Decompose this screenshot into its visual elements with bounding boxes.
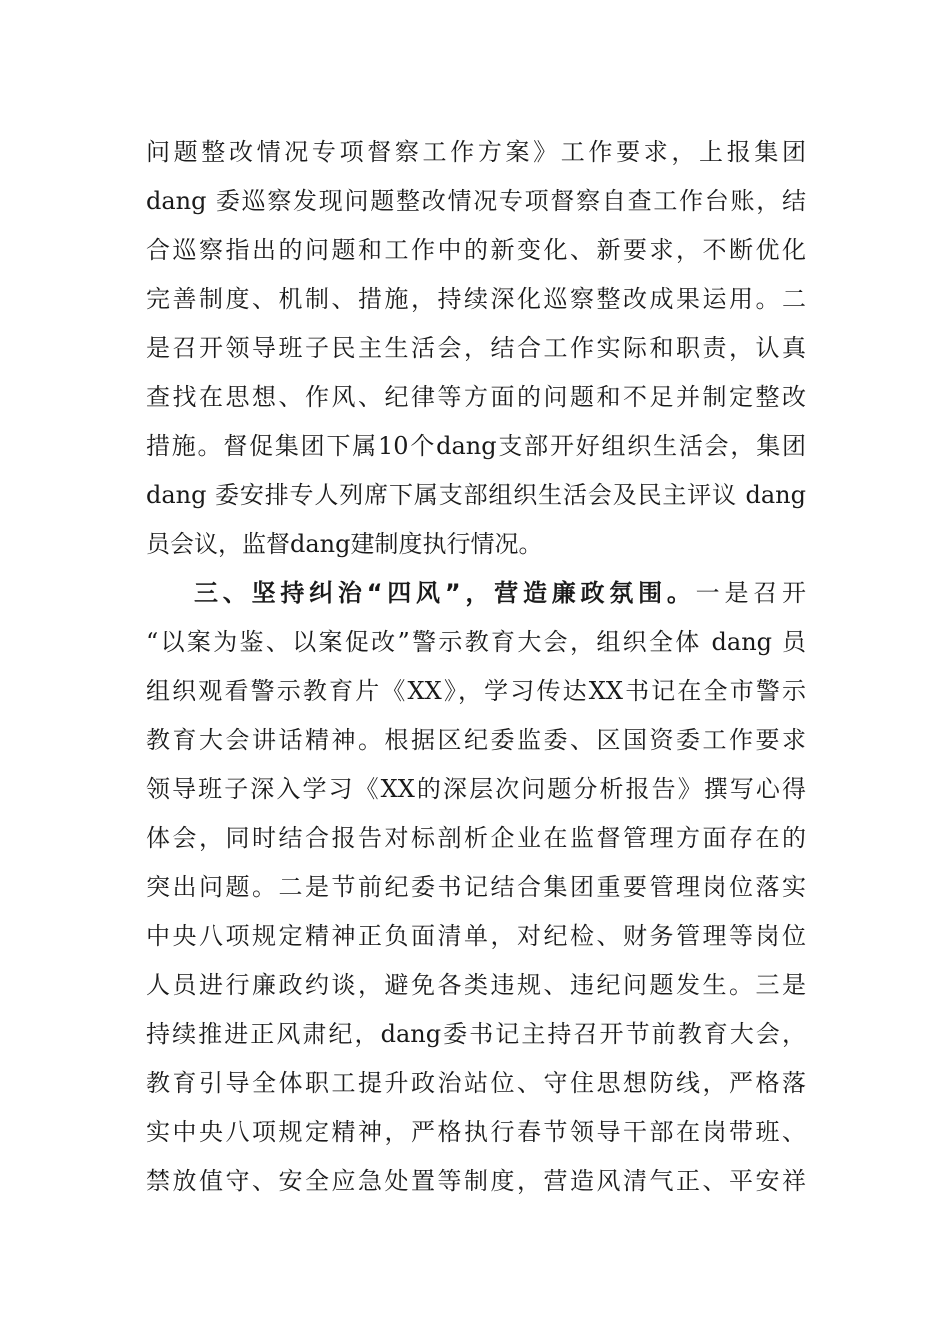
section-3 xyxy=(146,569,806,1206)
text-line: dang 委巡察发现问题整改情况专项督察自查工作台账，结 xyxy=(146,187,806,215)
text-line: 突出问题。二是节前纪委书记结合集团重要管理岗位落实 xyxy=(146,873,806,901)
document-body xyxy=(146,128,806,1206)
text-line: 实中央八项规定精神，严格执行春节领导干部在岗带班、 xyxy=(146,1118,806,1146)
paragraph-1 xyxy=(146,128,806,569)
text-line: 查找在思想、作风、纪律等方面的问题和不足并制定整改 xyxy=(146,383,806,411)
text-line: 中央八项规定精神正负面清单，对纪检、财务管理等岗位 xyxy=(146,922,806,950)
text-line: dang 委安排专人列席下属支部组织生活会及民主评议 dang xyxy=(146,481,806,509)
text-line: 人员进行廉政约谈，避免各类违规、违纪问题发生。三是 xyxy=(146,971,806,999)
text-line: “以案为鉴、以案促改”警示教育大会，组织全体 dang 员 xyxy=(146,628,806,656)
text-segment: 一是召开 xyxy=(695,579,806,607)
text-line: 合巡察指出的问题和工作中的新变化、新要求，不断优化 xyxy=(146,236,806,264)
text-line: 教育大会讲话精神。根据区纪委监委、区国资委工作要求 xyxy=(146,726,806,754)
text-line: 措施。督促集团下属10个dang支部开好组织生活会，集团 xyxy=(146,432,806,460)
text-line: 组织观看警示教育片《XX》，学习传达XX书记在全市警示 xyxy=(146,677,806,705)
text-line: 员会议，监督dang建制度执行情况。 xyxy=(146,530,543,558)
text-line: 问题整改情况专项督察工作方案》工作要求，上报集团 xyxy=(146,138,806,166)
section-heading-line xyxy=(146,569,806,618)
text-line: 是召开领导班子民主生活会，结合工作实际和职责，认真 xyxy=(146,334,806,362)
text-line: 持续推进正风肃纪，dang委书记主持召开节前教育大会， xyxy=(146,1020,806,1048)
text-line: 体会，同时结合报告对标剖析企业在监督管理方面存在的 xyxy=(146,824,806,852)
text-line: 完善制度、机制、措施，持续深化巡察整改成果运用。二 xyxy=(146,285,806,313)
section-heading: 三、坚持纠治“四风”，营造廉政氛围。 xyxy=(194,579,696,607)
text-line: 禁放值守、安全应急处置等制度，营造风清气正、平安祥 xyxy=(146,1167,806,1195)
text-line: 教育引导全体职工提升政治站位、守住思想防线，严格落 xyxy=(146,1069,806,1097)
text-line: 领导班子深入学习《XX的深层次问题分析报告》撰写心得 xyxy=(146,775,806,803)
